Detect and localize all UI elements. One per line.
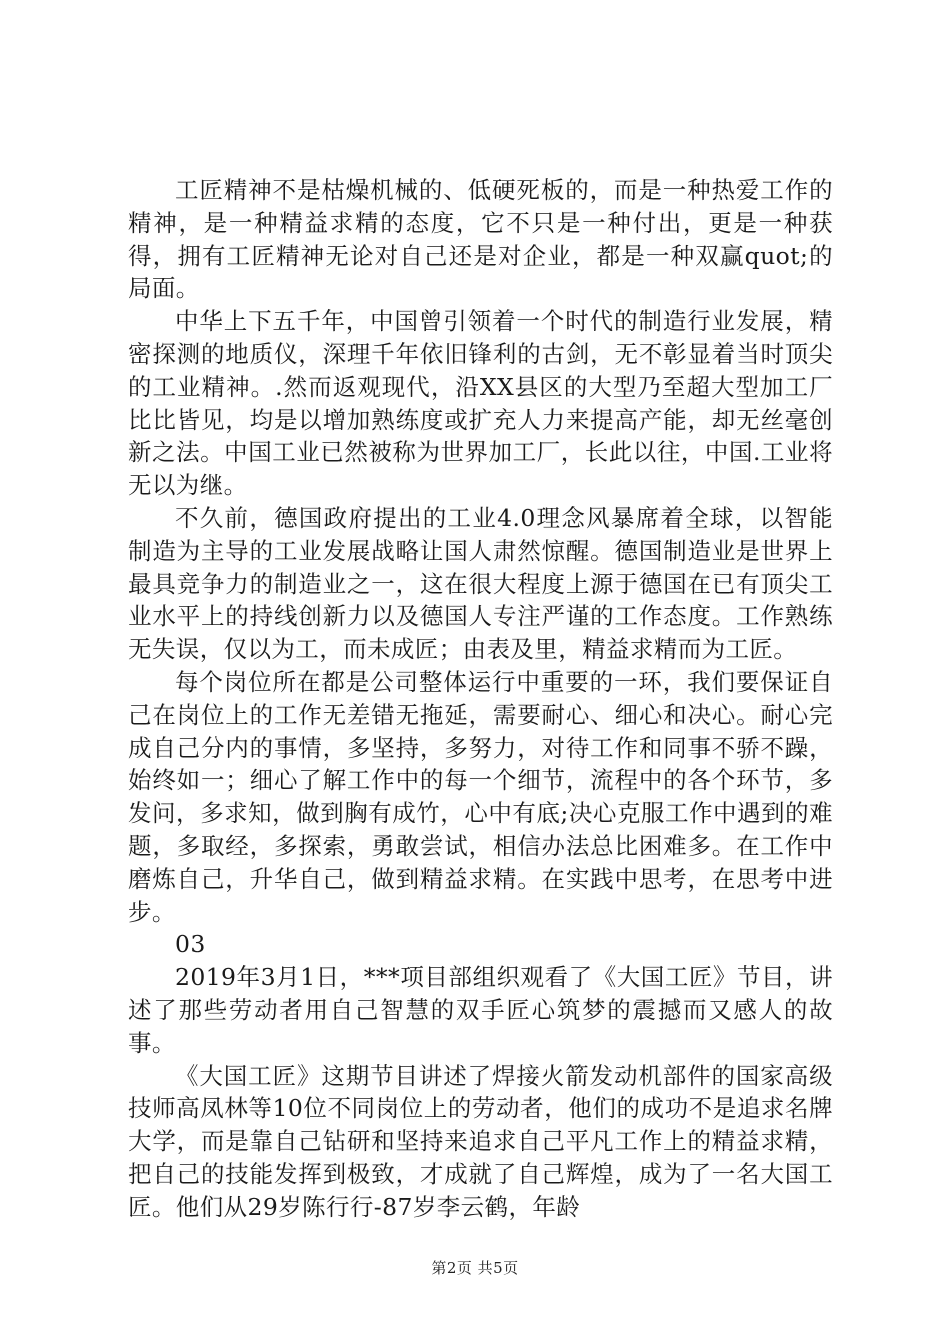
paragraph-great-craftsmen: 《大国工匠》这期节目讲述了焊接火箭发动机部件的国家高级技师高凤林等10位不同岗位上的劳动者，他们的成功不是追求名牌大学，而是靠自己钻研和坚持来追求自己平凡工作上的精益求精，把自己的技能发挥到极致，才成就了自己辉煌，成为了一名大国工匠。他们从29岁陈行行-87岁李云鹤，年龄 bbox=[128, 1061, 833, 1221]
document-body bbox=[128, 174, 833, 1224]
paragraph-china-history: 中华上下五千年，中国曾引领着一个时代的制造行业发展，精密探测的地质仪，深理千年依旧锋利的古剑，无不彰显着当时顶尖的工业精神。.然而返观现代，沿XX县区的大型乃至超大型加工厂比比皆见，均是以增加熟练度或扩充人力来提高产能，却无丝毫创新之法。中国工业已然被称为世界加工厂，长此以往，中国.工业将无以为继。 bbox=[128, 307, 833, 500]
page-number-footer: 第2页 共5页 bbox=[431, 1259, 519, 1277]
section-number: 03 bbox=[175, 930, 206, 959]
paragraph-program-viewing: 2019年3月1日，***项目部组织观看了《大国工匠》节目，讲述了那些劳动者用自己智慧的双手匠心筑梦的震撼而又感人的故事。 bbox=[128, 963, 833, 1057]
paragraph-germany-industry: 不久前，德国政府提出的工业4.0理念风暴席着全球，以智能制造为主导的工业发展战略让国人肃然惊醒。德国制造业是世界上最具竞争力的制造业之一，这在很大程度上源于德国在已有顶尖工业水平上的持线创新力以及德国人专注严谨的工作态度。工作熟练无失误，仅以为工，而未成匠；由表及里，精益求精而为工匠。 bbox=[128, 503, 833, 664]
paragraph-every-post: 每个岗位所在都是公司整体运行中重要的一环，我们要保证自己在岗位上的工作无差错无拖延，需要耐心、细心和决心。耐心完成自己分内的事情，多坚持，多努力，对待工作和同事不骄不躁，始终如一；细心了解工作中的每一个细节，流程中的各个环节，多发问，多求知，做到胸有成竹，心中有底;决心克服工作中遇到的难题，多取经，多探索，勇敢尝试，相信办法总比困难多。在工作中磨炼自己，升华自己，做到精益求精。在实践中思考，在思考中进步。 bbox=[128, 667, 833, 926]
paragraph-craftsman-spirit: 工匠精神不是枯燥机械的、低硬死板的，而是一种热爱工作的精神，是一种精益求精的态度，它不只是一种付出，更是一种获得，拥有工匠精神无论对自己还是对企业，都是一种双赢quot;的局面。 bbox=[128, 176, 833, 303]
